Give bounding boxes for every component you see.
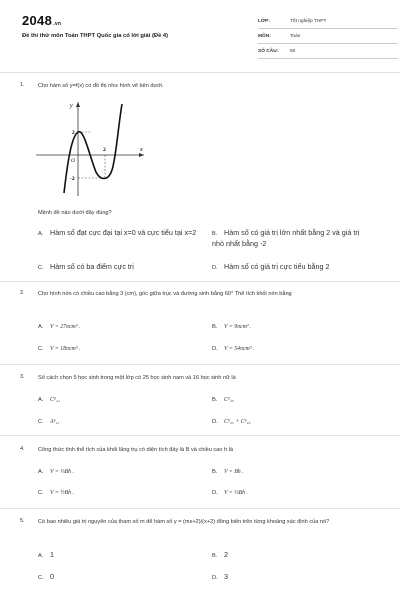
option-4d[interactable] — [212, 490, 248, 496]
option-4b[interactable] — [212, 469, 244, 475]
option-letter: D. — [212, 346, 218, 352]
option-text: Hàm số có ba điểm cực trị — [50, 262, 134, 271]
meta-key: LỚP: — [258, 18, 270, 24]
option-letter: C. — [38, 346, 44, 352]
meta-key: MÔN: — [258, 33, 271, 39]
graph-label-y: y — [70, 103, 73, 109]
meta-row-count — [258, 44, 398, 59]
option-2d[interactable] — [212, 346, 254, 352]
option-2c[interactable] — [38, 346, 80, 352]
option-text: V = Bh . — [224, 469, 244, 475]
option-letter: A. — [38, 469, 44, 475]
logo-text: 2048 — [22, 13, 53, 28]
question-text: Công thức tính thể tích của khối lăng trụ có diện tích đáy là B và chiều cao h là — [38, 447, 233, 453]
option-text: V = ½Bh . — [50, 490, 74, 496]
option-text: V = ⅓Bh . — [50, 469, 74, 475]
function-graph — [36, 98, 148, 198]
option-3d[interactable] — [212, 419, 251, 425]
option-text: V = 27πcm³ . — [50, 324, 81, 330]
question-number: 4. — [20, 446, 25, 452]
option-text: 3 — [224, 572, 228, 581]
option-1a[interactable] — [38, 228, 198, 239]
option-text: V = 9πcm³ . — [224, 324, 252, 330]
question-text: Có bao nhiêu giá trị nguyên của tham số m để hàm số y = (mx+2)/(x+2) đồng biến trên từng khoảng xác định của nó? — [38, 519, 330, 525]
option-1b[interactable] — [212, 228, 372, 248]
option-letter: B. — [212, 231, 218, 237]
graph-label-xmin: 2 — [103, 147, 106, 153]
option-letter: C. — [38, 575, 44, 581]
option-letter: B. — [212, 469, 218, 475]
option-letter: C. — [38, 419, 44, 425]
option-letter: A. — [38, 553, 44, 559]
divider — [0, 364, 400, 365]
option-text: Hàm số có giá trị lớn nhất bằng 2 và giá trị nhỏ nhất bằng -2 — [212, 228, 360, 248]
option-1d[interactable] — [212, 262, 330, 273]
option-letter: B. — [212, 397, 218, 403]
option-letter: D. — [212, 575, 218, 581]
graph-label-max: 2 — [72, 130, 75, 136]
option-5d[interactable] — [212, 572, 228, 583]
meta-value: Toán — [290, 33, 301, 39]
option-text: 0 — [50, 572, 54, 581]
meta-value: 50 — [290, 48, 296, 54]
option-text: C⁵₂₅ — [224, 397, 234, 403]
option-3c[interactable] — [38, 419, 60, 425]
question-number: 2. — [20, 290, 25, 296]
question-text: Số cách chọn 5 học sinh trong một lớp có 25 học sinh nam và 16 học sinh nữ là — [38, 375, 236, 381]
option-letter: B. — [212, 553, 218, 559]
question-text: Cho hàm số y=f(x) có đồ thị như hình vẽ bên dưới. — [38, 83, 164, 89]
question-text: Cho hình nón có chiều cao bằng 3 (cm), góc giữa trục và đường sinh bằng 60° Thể tích khối nón bằng — [38, 291, 292, 297]
option-text: V = 54πcm³ . — [224, 346, 255, 352]
site-logo[interactable] — [22, 13, 61, 28]
option-text: C⁵₄₁ — [50, 397, 60, 403]
document-title: Đề thi thử môn Toán THPT Quốc gia có lời giải (Đề 4) — [22, 33, 169, 39]
option-text: Hàm số đạt cực đại tại x=0 và cực tiểu tại x=2 — [50, 228, 197, 237]
question-number: 3. — [20, 374, 25, 380]
option-1c[interactable] — [38, 262, 134, 273]
meta-row-subject — [258, 29, 398, 44]
option-letter: C. — [38, 265, 44, 271]
option-2b[interactable] — [212, 324, 251, 330]
meta-key: SỐ CÂU: — [258, 48, 279, 54]
option-letter: A. — [38, 397, 44, 403]
option-5c[interactable] — [38, 572, 54, 583]
divider — [0, 281, 400, 282]
option-letter: D. — [212, 265, 218, 271]
option-letter: D. — [212, 419, 218, 425]
option-text: 1 — [50, 550, 54, 559]
option-letter: D. — [212, 490, 218, 496]
option-letter: A. — [38, 324, 44, 330]
option-5b[interactable] — [212, 550, 228, 561]
graph-label-x: x — [140, 147, 143, 153]
header-divider — [0, 72, 400, 73]
option-letter: B. — [212, 324, 218, 330]
header — [18, 0, 382, 70]
option-3b[interactable] — [212, 397, 234, 403]
option-5a[interactable] — [38, 550, 54, 561]
option-4c[interactable] — [38, 490, 74, 496]
option-text: Hàm số có giá trị cực tiểu bằng 2 — [224, 262, 330, 271]
option-3a[interactable] — [38, 397, 60, 403]
question-number: 1. — [20, 82, 25, 88]
option-letter: C. — [38, 490, 44, 496]
divider — [0, 435, 400, 436]
question-number: 5. — [20, 518, 25, 524]
option-2a[interactable] — [38, 324, 80, 330]
graph-label-min: -2 — [70, 176, 75, 182]
option-text: A⁵₄₁ — [50, 419, 60, 425]
meta-table — [258, 14, 398, 59]
option-4a[interactable] — [38, 469, 74, 475]
graph-label-origin: O — [71, 158, 75, 164]
divider — [0, 508, 400, 509]
logo-suffix: .vn — [53, 21, 62, 27]
meta-value: Tốt nghiệp THPT — [290, 18, 327, 24]
question-prompt: Mệnh đề nào dưới đây đúng? — [38, 210, 112, 216]
option-text: V = ⅔Bh . — [224, 490, 248, 496]
option-text: 2 — [224, 550, 228, 559]
option-text: V = 18πcm³ . — [50, 346, 81, 352]
meta-row-class — [258, 14, 398, 29]
option-text: C⁵₂₅ + C⁵₁₆ — [224, 419, 251, 425]
option-letter: A. — [38, 231, 44, 237]
